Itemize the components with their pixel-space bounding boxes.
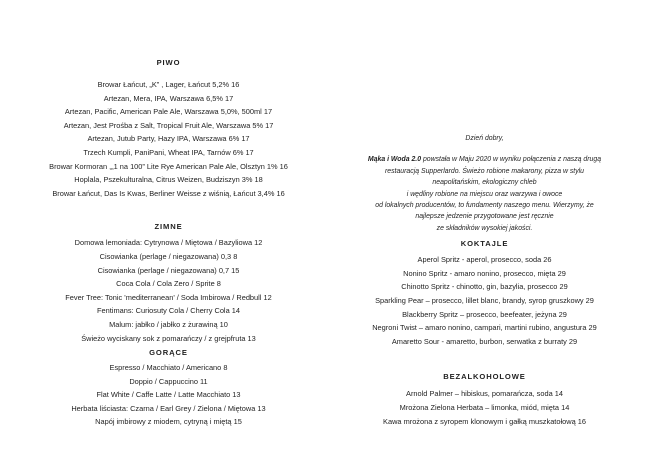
menu-item: Doppio / Cappuccino 11 (129, 376, 208, 386)
menu-item: Negroni Twist – amaro nonino, campari, martini rubino, angustura 29 (372, 323, 597, 333)
menu-item: Blackberry Spritz – prosecco, beefeater, jeżyna 29 (402, 309, 567, 319)
menu-item: Herbata liściasta: Czarna / Earl Grey / Zielona / Miętowa 13 (71, 403, 266, 413)
menu-item: Fever Tree: Tonic 'mediterranean' / Soda Imbirowa / Redbull 12 (65, 292, 272, 302)
intro-first-line (323, 154, 646, 165)
menu-item: Fentimans: Curiosuty Cola / Cherry Cola 14 (97, 306, 240, 316)
intro-text: ze składników wysokiej jakości. (436, 224, 533, 232)
right-menu-page (323, 0, 646, 457)
menu-item: Browar Kormoran ,„1 na 100” Lite Rye American Pale Ale, Olsztyn 1% 16 (49, 161, 288, 171)
menu-item: Nonino Spritz - amaro nonino, prosecco, mięta 29 (403, 268, 566, 278)
menu-item: Arnold Palmer – hibiskus, pomarańcza, soda 14 (406, 389, 563, 399)
section-title-bezalkoholowe: BEZALKOHOLOWE (443, 372, 526, 382)
menu-item: Aperol Spritz - aperol, prosecco, soda 26 (417, 255, 552, 265)
menu-item: Browar Łańcut, Das Is Kwas, Berliner Weisse z wiśnią, Łańcut 3,4% 16 (52, 188, 285, 198)
menu-item: Coca Cola / Cola Zero / Sprite 8 (116, 279, 221, 289)
section-title-koktajle: KOKTAJLE (460, 239, 509, 249)
intro-text: i wędliny robione na miejscu oraz warzywa i owoce (406, 190, 563, 198)
menu-item: Domowa lemoniada: Cytrynowa / Miętowa / Bazyliowa 12 (74, 238, 263, 248)
menu-item: Flat White / Caffe Latte / Latte Macchiato 13 (96, 390, 241, 400)
menu-item: Świeżo wyciskany sok z pomarańczy / z grejpfruta 13 (81, 333, 256, 343)
menu-item: Mrożona Zielona Herbata – limonka, miód, mięta 14 (399, 403, 570, 412)
menu-item: Artezan, Jutub Party, Hazy IPA, Warszawa 6% 17 (87, 134, 250, 144)
menu-item: Hoplala, Pszekulturalna, Citrus Weizen, Budziszyn 3% 18 (74, 175, 263, 185)
intro-text: neapolitańskim, ekologiczny chleb (432, 179, 537, 187)
menu-item: Napój imbirowy z miodem, cytryną i miętą 15 (95, 417, 242, 427)
section-title-piwo: PIWO (156, 58, 181, 67)
restaurant-name: Mąka i Woda 2.0 (367, 156, 422, 164)
menu-item: Kawa mrożona z syropem klonowym i gałką muszkatołową 16 (383, 416, 586, 426)
menu-item: Sparkling Pear – prosecco, lillet blanc, brandy, syrop gruszkowy 29 (375, 296, 594, 306)
left-menu-page (0, 0, 323, 457)
intro-text: najlepsze jedzenie przygotowane jest ręcznie (415, 213, 554, 221)
section-title-zimne: ZIMNE (154, 222, 183, 232)
intro-text: powstała w Maju 2020 w wyniku połączenia z naszą drugą (421, 156, 602, 164)
menu-item: Amaretto Sour - amaretto, burbon, serwatka z burraty 29 (391, 336, 578, 346)
intro-text: od lokalnych producentów, to fundamenty naszego menu. Wierzymy, że (375, 202, 594, 210)
intro-greeting: Dzień dobry, (465, 135, 504, 142)
menu-item: Trzech Kumpli, PaniPani, Wheat IPA, Tarnów 6% 17 (83, 147, 254, 157)
menu-item: Cisowianka (perlage / niegazowana) 0,3 8 (99, 251, 238, 261)
menu-item: Artezan, Pacific, American Pale Ale, Warszawa 5,0%, 500ml 17 (64, 107, 273, 117)
section-title-gorace: GORĄCE (149, 348, 188, 358)
menu-item: Malum: jabłko / jabłko z żurawiną 10 (109, 319, 228, 329)
menu-item: Artezan, Jest Prośba z Salt, Tropical Fruit Ale, Warszawa 5% 17 (63, 120, 274, 130)
menu-item: Browar Łańcut, „K” , Lager, Łańcut 5,2% 16 (97, 80, 240, 89)
menu-item: Artezan, Mera, IPA, Warszawa 6,5% 17 (103, 93, 234, 103)
menu-item: Chinotto Spritz - chinotto, gin, bazylia, prosecco 29 (401, 282, 568, 292)
menu-item: Espresso / Macchiato / Americano 8 (109, 363, 228, 373)
intro-text: restauracją Supperlardo. Świeżo robione makarony, pizza w stylu (384, 167, 585, 175)
menu-item: Cisowianka (perlage / niegazowana) 0,7 15 (97, 265, 240, 275)
